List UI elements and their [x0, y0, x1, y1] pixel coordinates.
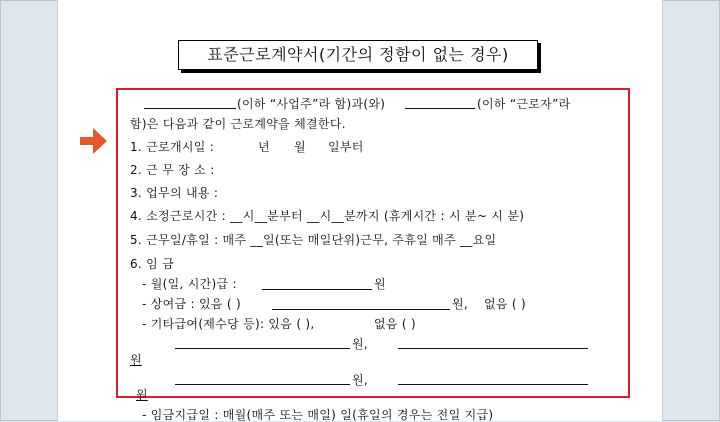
worker-blank [405, 108, 475, 109]
other-pay-none: 없음 ( ) [374, 317, 416, 331]
payday-line: - 임금지급일 : 매월(매주 또는 매일) 일(휴일의 경우는 전일 지급) [142, 408, 494, 422]
bonus-blank [272, 309, 450, 310]
other-pay-blank-1 [175, 348, 350, 349]
workdays-line: 5. 근무일/휴일 : 매주 __일(또는 매일단위)근무, 주휴일 매주 __요일 [130, 233, 497, 247]
other-pay-won-4: 원 [136, 388, 148, 402]
other-pay-label: - 기타급여(제수당 등): 있음 ( ), [142, 317, 315, 331]
work-hours-line: 4. 소정근로시간 : __시__분부터 __시__분까지 (휴게시간 : 시 분~ 시 분) [130, 209, 525, 223]
job-desc-label: 3. 업무의 내용 : [130, 186, 219, 200]
monthly-wage-blank [262, 289, 372, 290]
other-pay-blank-3 [175, 384, 350, 385]
bonus-won: 원, [452, 297, 469, 311]
monthly-wage-won: 원 [374, 277, 386, 291]
monthly-wage-label: - 월(일, 시간)급 : [142, 277, 237, 291]
employer-blank [144, 108, 236, 109]
start-month: 월 [294, 140, 306, 154]
bonus-none: 없음 ( ) [484, 297, 526, 311]
worker-ref: (이하 “근로자”라 [477, 97, 571, 111]
wage-heading: 6. 임 금 [130, 257, 175, 271]
start-date-label: 1. 근로개시일 : [130, 140, 215, 154]
other-pay-won-3: 원, [352, 373, 369, 387]
other-pay-won-2: 원 [130, 353, 142, 367]
document-title: 표준근로계약서(기간의 정함이 없는 경우) [178, 40, 538, 70]
start-day-from: 일부터 [328, 140, 364, 154]
other-pay-blank-4 [398, 384, 588, 385]
other-pay-won-1: 원, [352, 337, 369, 351]
start-year: 년 [258, 140, 270, 154]
bonus-label: - 상여금 : 있음 ( ) [142, 297, 241, 311]
other-pay-blank-2 [398, 348, 588, 349]
intro-line-2: 함)은 다음과 같이 근로계약을 체결한다. [130, 117, 346, 131]
employer-ref: (이하 “사업주”라 함)과(와) [237, 97, 386, 111]
workplace-label: 2. 근 무 장 소 : [130, 163, 215, 177]
right-arrow-icon [80, 126, 108, 156]
